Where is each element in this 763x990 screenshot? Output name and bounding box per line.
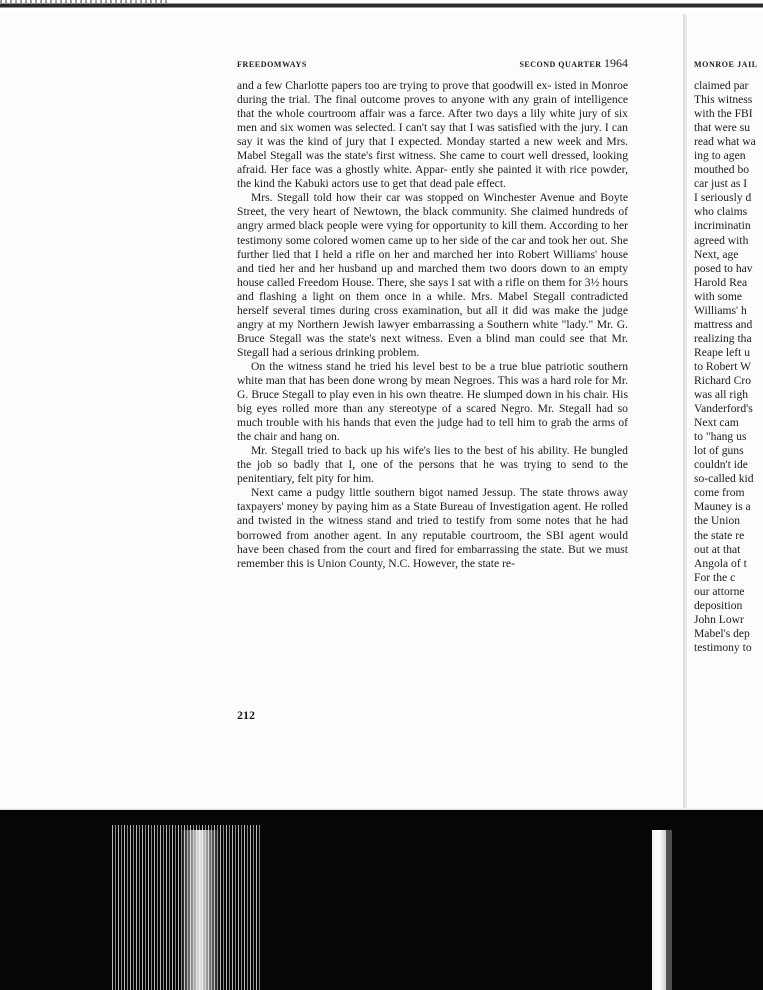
- text-line: She claimed hundreds of angry armed black people were vying for: [237, 205, 628, 233]
- right-page-body: [694, 79, 763, 655]
- right-text-line: claimed par: [694, 79, 749, 92]
- text-line: once in a while. Mrs. Mabel Stegall contradicted herself several times: [237, 289, 628, 317]
- text-line: ently she painted it with rice powder, the kind the Kabuki actors: [237, 163, 628, 191]
- text-line: patriotic southern white man that has been done wrong by mean: [237, 359, 628, 387]
- right-text-line: couldn't ide: [694, 458, 748, 472]
- right-text-line: out at that: [694, 542, 741, 556]
- right-text-line: was all righ: [694, 388, 749, 402]
- right-text-line: who claims: [694, 205, 748, 219]
- text-line: trouble with his hands that even the judge had to tell him to grab: [266, 416, 572, 430]
- right-text-line: Richard Cro: [694, 373, 751, 387]
- text-line: more than any stereotype of a scared Negro. Mr. Stegall had so much: [237, 402, 628, 430]
- scan-artifact-right: [652, 830, 666, 990]
- text-line: trying to send to the penitentiary, felt pity for him.: [237, 458, 628, 486]
- paragraph: [237, 486, 628, 570]
- left-page: [237, 56, 629, 722]
- running-head-issue: [519, 56, 628, 71]
- right-text-line: Reape left u: [694, 345, 751, 359]
- text-line: Mrs. Stegall told how their car was stopped on Winchester Avenue: [251, 191, 575, 205]
- right-text-line: John Lowr: [694, 612, 744, 626]
- right-running-head: MONROE JAIL: [694, 60, 758, 69]
- running-head-journal: FREEDOMWAYS: [237, 60, 307, 69]
- article-body: [237, 79, 628, 571]
- right-text-line: the Union: [694, 514, 741, 528]
- paragraph: [237, 444, 628, 486]
- right-text-line: Harold Rea: [694, 275, 748, 289]
- right-text-line: This witness: [694, 93, 753, 107]
- right-text-line: lot of guns: [694, 444, 744, 458]
- text-line: sat with a rifle on them for 3½ hours and flashing a light on them: [237, 275, 628, 303]
- text-line: Mr. Stegall tried to back up his wife's lies to the best of his ability.: [251, 444, 570, 458]
- right-text-line: Vanderford's: [694, 402, 753, 416]
- book-gutter: [683, 14, 687, 814]
- text-line: my Northern Jewish lawyer embarrassing a Southern white "lady.": [278, 317, 594, 331]
- text-line: house and tied her and her husband up and marched them two doors: [237, 247, 628, 275]
- right-text-line: to "hang us: [694, 430, 747, 444]
- right-text-line: testimony to: [694, 640, 752, 654]
- right-text-line: realizing tha: [694, 331, 752, 345]
- right-page: [694, 56, 763, 655]
- text-line: women came up to her side of the car and took her out. She further: [237, 233, 628, 261]
- text-line: and a few Charlotte papers too are trying to prove that goodwill ex-: [237, 79, 552, 92]
- right-text-line: mattress and: [694, 317, 753, 331]
- text-line: and Boyte Street, the very heart of Newtown, the black community.: [237, 191, 628, 219]
- text-line: it was the kind of jury that I expected. Monday started a new week: [256, 135, 582, 149]
- right-text-line: with some: [694, 289, 742, 303]
- text-line: use to get that dead pale effect.: [362, 177, 506, 191]
- text-line: tried to testify from some notes that he had borrowed from another: [237, 514, 629, 542]
- text-line: with any grain of intelligence that the whole courtroom affair was a: [237, 93, 628, 121]
- text-line: agent. In any reputable courtroom, the SBI agent would have been: [237, 528, 628, 556]
- right-text-line: that were su: [694, 121, 751, 135]
- text-line: Mr. G. Bruce Stegall was the state's next witness. Even a blind man: [237, 317, 628, 345]
- right-text-line: Mauney is a: [694, 500, 751, 514]
- right-text-line: with the FBI: [694, 107, 753, 121]
- right-text-line: so-called kid: [694, 472, 754, 486]
- right-text-line: incriminatin: [694, 219, 751, 233]
- text-line: throws away taxpayers' money by paying him as a State Bureau of: [237, 486, 629, 514]
- scan-artifact-glow: [180, 830, 220, 990]
- running-head-quarter: SECOND QUARTER: [519, 60, 602, 69]
- right-text-line: Next cam: [694, 416, 739, 430]
- text-line: On the witness stand he tried his level best to be a true blue: [251, 359, 542, 373]
- text-line: opportunity to kill them. According to her testimony some colored: [237, 219, 628, 247]
- right-text-line: mouthed bo: [694, 163, 750, 177]
- text-line: down to an empty house called Freedom House. There, she says I: [237, 261, 629, 289]
- right-text-line: For the c: [694, 570, 736, 584]
- right-text-line: our attorne: [694, 584, 745, 598]
- text-line: must remember this is Union County, N.C. However, the state re-: [237, 542, 628, 570]
- text-line: lied that I held a rifle on her and marched her into Robert Williams': [272, 247, 598, 261]
- running-head-year: 1964: [604, 56, 628, 70]
- paragraph: [237, 191, 628, 360]
- right-text-line: posed to hav: [694, 261, 753, 275]
- right-text-line: ing to agen: [694, 149, 746, 163]
- scan-top-dots: [0, 0, 170, 3]
- right-text-line: car just as I: [694, 177, 748, 191]
- right-text-line: read what wa: [694, 135, 756, 149]
- text-line: well dressed, looking afraid. Her face was a ghostly white. Appar-: [237, 149, 628, 177]
- text-line: in his own theatre. He slumped down in his chair. His big eyes rolled: [237, 388, 628, 416]
- page-number: 212: [237, 708, 255, 722]
- right-text-line: deposition: [694, 598, 743, 612]
- text-line: Investigation agent. He rolled and twisted in the witness stand and: [237, 500, 628, 528]
- right-text-line: to Robert W: [694, 359, 752, 373]
- right-text-line: the state re: [694, 528, 745, 542]
- right-text-line: agreed with: [694, 233, 749, 247]
- right-text-line: Angola of t: [694, 556, 747, 570]
- paragraph: [237, 360, 628, 444]
- right-text-line: I seriously d: [694, 191, 752, 205]
- scan-artifact-edge: [666, 830, 672, 990]
- text-line: He bungled the job so badly that I, one of the persons that he was: [237, 444, 628, 472]
- paragraph: [237, 79, 628, 191]
- right-text-line: come from: [694, 486, 745, 500]
- text-line: Next came a pudgy little southern bigot named Jessup. The state: [251, 486, 564, 500]
- text-line: chased from the court and fired for embarrassing the state. But we: [287, 542, 602, 556]
- text-line: and Mrs. Mabel Stegall was the state's first witness. She came to court: [237, 135, 629, 163]
- right-text-line: Next, age: [694, 247, 739, 261]
- text-line: could see that Mr. Stegall had a serious drinking problem.: [237, 331, 628, 359]
- text-line: Negroes. This was a hard role for Mr. G. Bruce Stegall to play even: [237, 373, 628, 402]
- text-line: was selected. I can't say that I was satisfied with the jury. I can say: [237, 121, 628, 149]
- text-line: farce. After two days a lily white jury of six men and six women: [237, 107, 628, 135]
- right-text-line: Mabel's dep: [694, 626, 750, 640]
- text-line: during cross examination, but all it did was make the judge angry at: [237, 303, 628, 331]
- right-text-line: Williams' h: [694, 303, 747, 317]
- text-line: isted in Monroe during the trial. The final outcome proves to anyone: [237, 79, 628, 107]
- text-line: the arms of the chair and hang on.: [237, 416, 629, 444]
- left-page-header: [237, 56, 628, 74]
